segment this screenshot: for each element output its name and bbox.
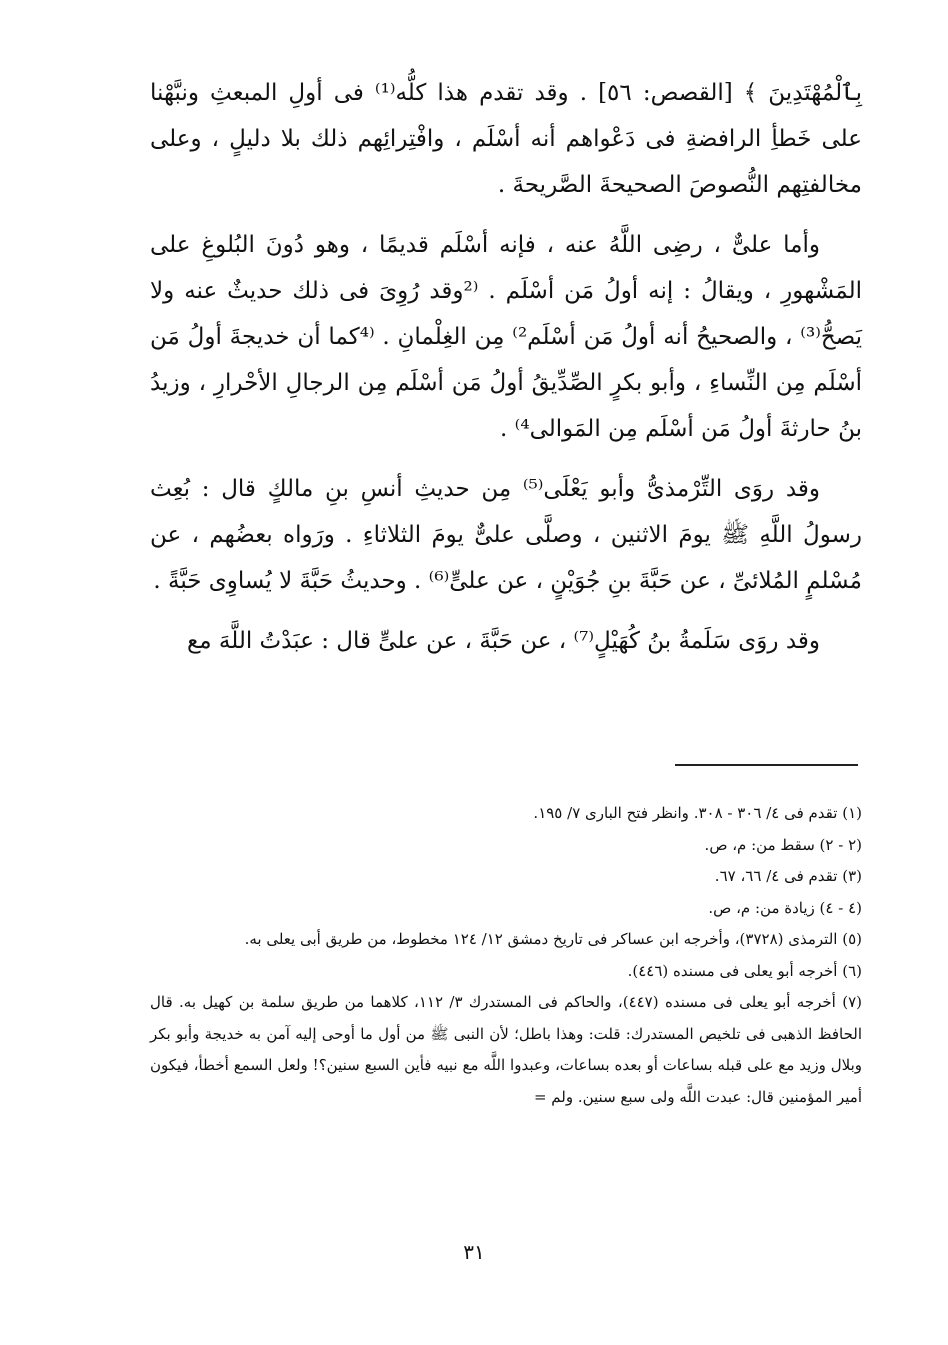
main-text [150, 70, 862, 678]
paragraph-3: وقد روَى التِّرْمذىُّ وأبو يَعْلَى⁽⁵⁾ مِن حديثِ أنسِ بنِ مالكٍ قال : بُعِث رسولُ اللَّهِ ﷺ يومَ الاثنين ، وصلَّى علىٌّ يومَ الثلاثاءِ . ورَواه بعضُهم ، عن مُسْلمٍ المُلائىِّ ، عن حَبَّةَ بنِ جُوَيْنٍ ، عن علىٍّ⁽⁶⁾ . وحديثُ حَبَّةَ لا يُساوِى حَبَّةً . [150, 476, 863, 594]
footnote-1: (١) تقدم فى ٤/ ٣٠٦ - ٣٠٨. وانظر فتح البارى ٧/ ١٩٥. [533, 804, 862, 822]
paragraph-4: وقد روَى سَلَمةُ بنُ كُهَيْلٍ⁽⁷⁾ ، عن حَبَّةَ ، عن علىٍّ قال : عبَدْتُ اللَّهَ مع [187, 628, 820, 654]
footnotes [150, 798, 862, 1113]
footnote-3: (٣) تقدم فى ٤/ ٦٦، ٦٧. [714, 867, 862, 885]
paragraph-1: بِٱلْمُهْتَدِينَ ﴾ [القصص: ٥٦] . وقد تقدم هذا كلُّه⁽¹⁾ فى أولِ المبعثِ ونبَّهْنا على خَطأِ الرافضةِ فى دَعْواهم أنه أسْلَم ، وافْتِرائِهم ذلك بلا دليلٍ ، وعلى مخالفتِهم النُّصوصَ الصحيحةَ الصَّريحةَ . [150, 80, 862, 198]
footnote-2: (٢ - ٢) سقط من: م، ص. [704, 835, 862, 854]
footnote-6: (٦) أخرجه أبو يعلى فى مسنده (٤٤٦). [627, 961, 862, 980]
footnote-4: (٤ - ٤) زيادة من: م، ص. [708, 898, 862, 917]
paragraph-2: وأما علىٌّ ، رضِى اللَّهُ عنه ، فإنه أسْلَم قديمًا ، وهو دُونَ البُلوغِ على المَشْهورِ ، ويقالُ : إنه أولُ مَن أسْلَم . ⁽²وقد رُوِىَ فى ذلك حديثٌ عنه ولا يَصحُّ⁽³⁾ ، والصحيحُ أنه أولُ مَن أسْلَم²⁾ مِن الغِلْمانِ . ⁽⁴كما أن خديجةَ أولُ مَن أسْلَم مِن النِّساءِ ، وأبو بكرٍ الصِّدِّيقُ أولُ مَن أسْلَم مِن الرجالِ الأحْرارِ ، وزيدُ بنُ حارثةَ أولُ مَن أسْلَم مِن المَوالى⁴⁾ . [150, 232, 863, 442]
footnote-7: (٧) أخرجه أبو يعلى فى مسنده (٤٤٧)، والحاكم فى المستدرك ٣/ ١١٢، كلاهما من طريق سلمة بن كهيل به. قال الحافظ الذهبى فى تلخيص المستدرك: قلت: وهذا باطل؛ لأن النبى ﷺ من أول ما أوحى إليه آمن به خديجة وأبو بكر وبلال وزيد مع على قبله بساعات أو بعده بساعات، وعبدوا اللَّه مع نبيه فأين السبع سنين؟! ولعل السمع أخطأ، فيكون أمير المؤمنين قال: عبدت اللَّه ولى سبع سنين. ولم = [150, 993, 862, 1106]
footnote-5: (٥) الترمذى (٣٧٢٨)، وأخرجه ابن عساكر فى تاريخ دمشق ١٢/ ١٢٤ مخطوط، من طريق أبى يعلى به. [244, 930, 862, 948]
page-number: ٣١ [463, 1240, 485, 1264]
footnote-separator [675, 764, 858, 766]
